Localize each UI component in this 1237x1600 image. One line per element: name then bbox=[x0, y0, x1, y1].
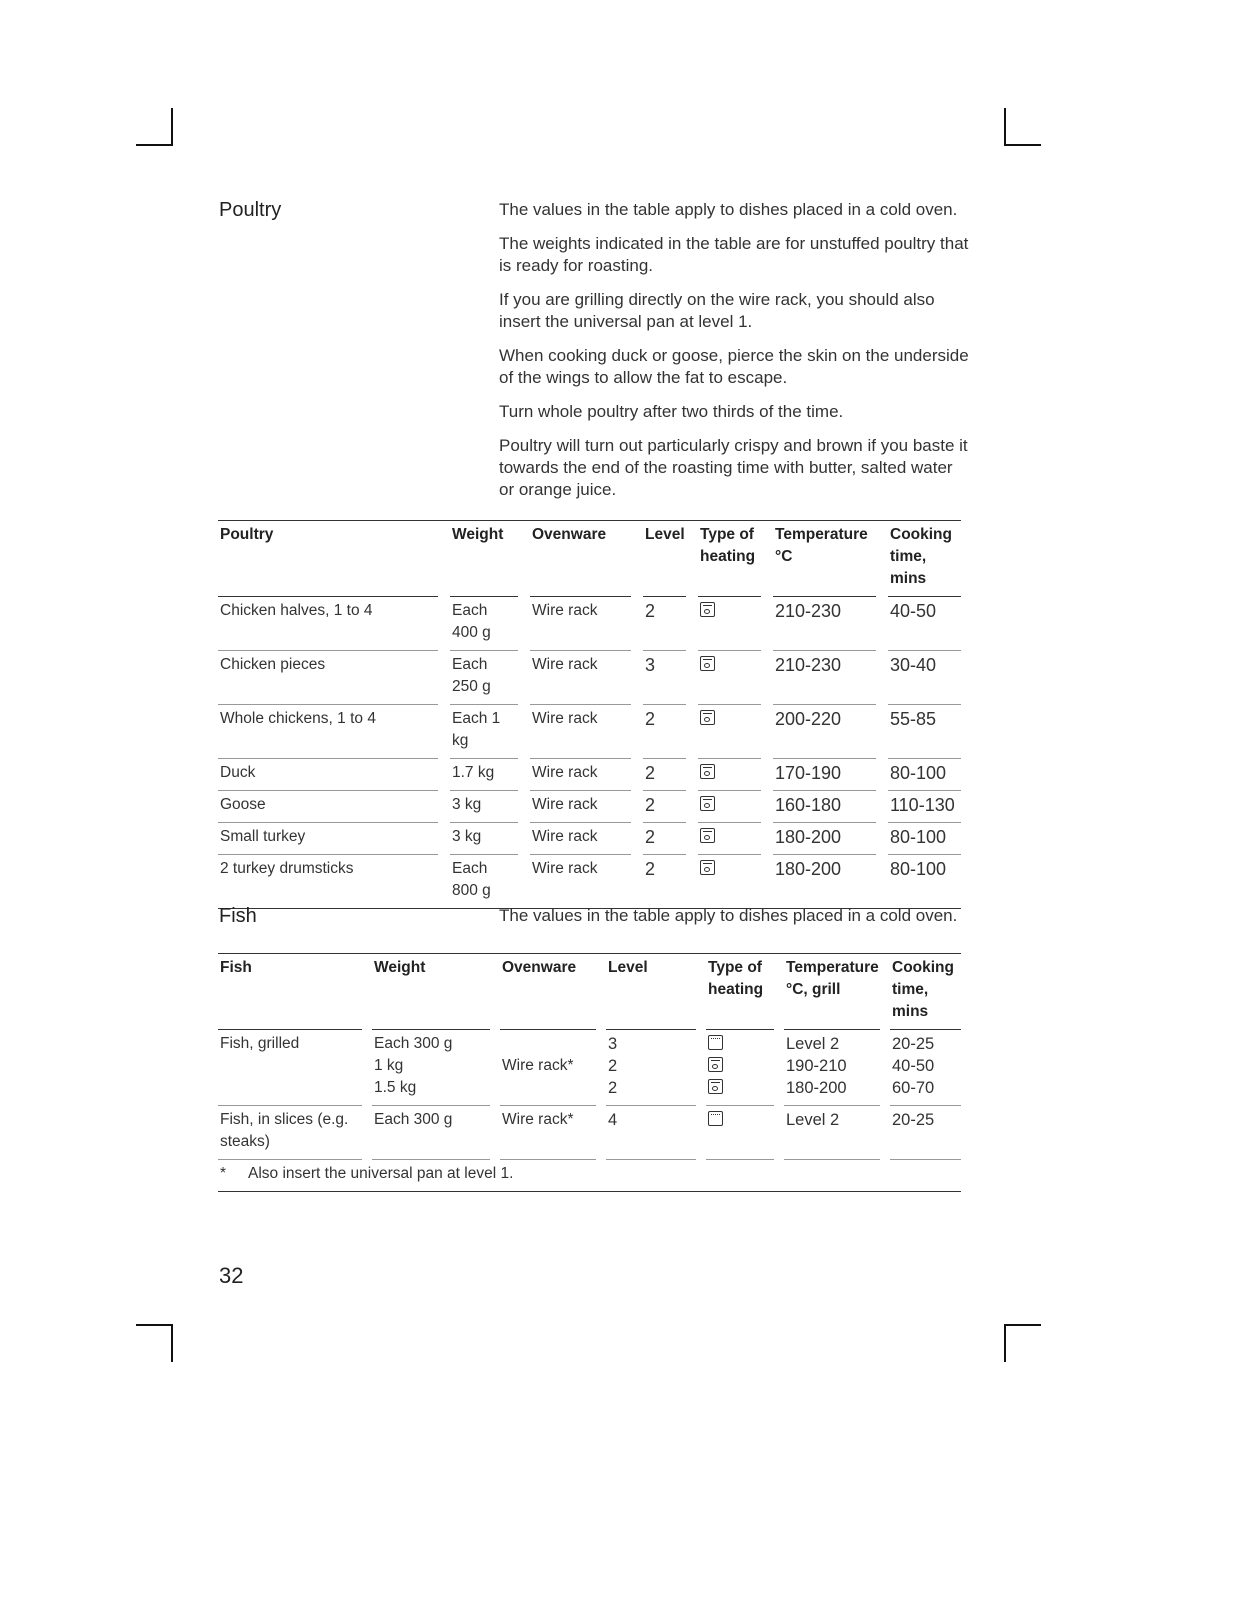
footnote bbox=[218, 1160, 961, 1192]
crop-mark-top-left-h bbox=[136, 144, 173, 146]
level: 2 bbox=[643, 597, 686, 651]
ovenware-line bbox=[502, 1077, 594, 1099]
poultry-section-title: Poultry bbox=[219, 199, 282, 221]
poultry-table bbox=[218, 520, 961, 909]
intro-paragraph: The values in the table apply to dishes placed in a cold oven. bbox=[499, 200, 958, 219]
grill-icon bbox=[708, 1111, 723, 1126]
heating-type bbox=[698, 855, 761, 909]
grill-icon bbox=[708, 1035, 723, 1050]
crop-mark-bottom-right-h bbox=[1004, 1324, 1041, 1326]
level: 2 bbox=[643, 791, 686, 823]
header-level: Level bbox=[606, 953, 696, 1030]
table-header-row bbox=[218, 953, 961, 1030]
temperature: 180-200 bbox=[773, 823, 876, 855]
weight: 1.7 kg bbox=[450, 759, 518, 791]
table-row bbox=[218, 705, 961, 759]
table-row bbox=[218, 855, 961, 909]
level-line: 2 bbox=[608, 1079, 618, 1097]
footnote-row bbox=[218, 1160, 961, 1192]
ovenware: Wire rack bbox=[530, 651, 631, 705]
temperature-line: 180-200 bbox=[786, 1079, 847, 1097]
grill-fan-icon bbox=[700, 764, 715, 779]
level-line: 2 bbox=[608, 1057, 618, 1075]
temperature: 210-230 bbox=[773, 651, 876, 705]
icon-line bbox=[708, 1077, 772, 1099]
header-type-of-heating: Type of heating bbox=[698, 520, 761, 597]
poultry-name: Chicken pieces bbox=[218, 651, 438, 705]
weight-line: 1.5 kg bbox=[374, 1079, 417, 1096]
table-row bbox=[218, 823, 961, 855]
header-poultry: Poultry bbox=[218, 520, 438, 597]
grill-fan-icon bbox=[700, 860, 715, 875]
ovenware: Wire rack bbox=[530, 823, 631, 855]
cooking-time: 80-100 bbox=[888, 759, 961, 791]
intro-paragraph: Turn whole poultry after two thirds of the time. bbox=[499, 402, 844, 421]
weight: 3 kg bbox=[450, 791, 518, 823]
header-cooking-time: Cooking time, mins bbox=[890, 953, 961, 1030]
heating-type bbox=[706, 1106, 774, 1160]
temperature: 210-230 bbox=[773, 597, 876, 651]
intro-paragraph: The values in the table apply to dishes placed in a cold oven. bbox=[499, 906, 958, 925]
crop-mark-bottom-right-v bbox=[1004, 1324, 1006, 1362]
header-ovenware: Ovenware bbox=[500, 953, 596, 1030]
grill-fan-icon bbox=[700, 828, 715, 843]
header-ovenware: Ovenware bbox=[530, 520, 631, 597]
ovenware bbox=[500, 1030, 596, 1106]
grill-fan-icon bbox=[708, 1079, 723, 1094]
ovenware: Wire rack bbox=[530, 791, 631, 823]
weight: Each 250 g bbox=[450, 651, 518, 705]
level bbox=[606, 1030, 696, 1106]
cooking-time: 55-85 bbox=[888, 705, 961, 759]
table-row bbox=[218, 791, 961, 823]
crop-mark-top-right-v bbox=[1004, 108, 1006, 146]
cooking-time: 110-130 bbox=[888, 791, 961, 823]
ovenware: Wire rack* bbox=[500, 1106, 596, 1160]
poultry-name: Small turkey bbox=[218, 823, 438, 855]
header-weight: Weight bbox=[450, 520, 518, 597]
crop-mark-top-right-h bbox=[1004, 144, 1041, 146]
crop-mark-bottom-left-h bbox=[136, 1324, 173, 1326]
temperature: 200-220 bbox=[773, 705, 876, 759]
poultry-name: Duck bbox=[218, 759, 438, 791]
weight bbox=[372, 1030, 490, 1106]
level: 2 bbox=[643, 705, 686, 759]
fish-table bbox=[218, 953, 961, 1192]
weight: Each 800 g bbox=[450, 855, 518, 909]
temperature bbox=[784, 1030, 880, 1106]
temperature-line: Level 2 bbox=[786, 1035, 840, 1053]
level: 2 bbox=[643, 855, 686, 909]
grill-fan-icon bbox=[700, 602, 715, 617]
crop-mark-top-left-v bbox=[171, 108, 173, 146]
temperature: 160-180 bbox=[773, 791, 876, 823]
header-level: Level bbox=[643, 520, 686, 597]
heating-type bbox=[698, 597, 761, 651]
time-line: 60-70 bbox=[892, 1079, 935, 1097]
header-cooking-time: Cooking time, mins bbox=[888, 520, 961, 597]
heating-type bbox=[698, 705, 761, 759]
heating-type bbox=[698, 823, 761, 855]
cooking-time: 80-100 bbox=[888, 823, 961, 855]
ovenware-line: Wire rack* bbox=[502, 1057, 574, 1074]
heating-type bbox=[698, 759, 761, 791]
poultry-intro bbox=[499, 199, 969, 513]
ovenware: Wire rack bbox=[530, 705, 631, 759]
heating-type bbox=[698, 651, 761, 705]
heating-type bbox=[698, 791, 761, 823]
cooking-time: 30-40 bbox=[888, 651, 961, 705]
level: 2 bbox=[643, 823, 686, 855]
level: 4 bbox=[606, 1106, 696, 1160]
weight: Each 400 g bbox=[450, 597, 518, 651]
fish-section-title: Fish bbox=[219, 905, 257, 927]
weight: Each 300 g bbox=[372, 1106, 490, 1160]
cooking-time: 20-25 bbox=[890, 1106, 961, 1160]
ovenware: Wire rack bbox=[530, 597, 631, 651]
intro-paragraph: Poultry will turn out particularly crispy and brown if you baste it towards the end of the roasting time with butter, salted water or orange juice. bbox=[499, 436, 968, 499]
page-number: 32 bbox=[219, 1263, 244, 1288]
temperature-line: 190-210 bbox=[786, 1057, 847, 1075]
level: 2 bbox=[643, 759, 686, 791]
poultry-name: Goose bbox=[218, 791, 438, 823]
ovenware-line bbox=[502, 1033, 594, 1055]
temperature: Level 2 bbox=[784, 1106, 880, 1160]
grill-fan-icon bbox=[700, 656, 715, 671]
cooking-time bbox=[890, 1030, 961, 1106]
poultry-name: Whole chickens, 1 to 4 bbox=[218, 705, 438, 759]
heating-type bbox=[706, 1030, 774, 1106]
header-temperature: Temperature °C bbox=[773, 520, 876, 597]
crop-mark-bottom-left-v bbox=[171, 1324, 173, 1362]
header-weight: Weight bbox=[372, 953, 490, 1030]
intro-paragraph: When cooking duck or goose, pierce the skin on the underside of the wings to allow the fat to escape. bbox=[499, 346, 969, 387]
weight-line: 1 kg bbox=[374, 1057, 404, 1074]
weight-line: Each 300 g bbox=[374, 1035, 453, 1052]
level: 3 bbox=[643, 651, 686, 705]
header-temperature: Temperature °C, grill bbox=[784, 953, 880, 1030]
table-row bbox=[218, 1106, 961, 1160]
fish-intro bbox=[499, 905, 969, 939]
weight: 3 kg bbox=[450, 823, 518, 855]
icon-line bbox=[708, 1055, 772, 1077]
table-header-row bbox=[218, 520, 961, 597]
weight: Each 1 kg bbox=[450, 705, 518, 759]
grill-fan-icon bbox=[700, 796, 715, 811]
footnote-text: Also insert the universal pan at level 1. bbox=[248, 1165, 514, 1182]
fish-name: Fish, in slices (e.g. steaks) bbox=[218, 1106, 362, 1160]
header-type-of-heating: Type of heating bbox=[706, 953, 774, 1030]
header-fish: Fish bbox=[218, 953, 362, 1030]
poultry-name: Chicken halves, 1 to 4 bbox=[218, 597, 438, 651]
time-line: 20-25 bbox=[892, 1035, 935, 1053]
intro-paragraph: If you are grilling directly on the wire rack, you should also insert the universal pan at level 1. bbox=[499, 290, 935, 331]
poultry-name: 2 turkey drumsticks bbox=[218, 855, 438, 909]
footnote-mark: * bbox=[220, 1165, 227, 1182]
table-row bbox=[218, 759, 961, 791]
cooking-time: 80-100 bbox=[888, 855, 961, 909]
temperature: 180-200 bbox=[773, 855, 876, 909]
grill-fan-icon bbox=[708, 1057, 723, 1072]
table-row bbox=[218, 597, 961, 651]
grill-fan-icon bbox=[700, 710, 715, 725]
time-line: 40-50 bbox=[892, 1057, 935, 1075]
cooking-time: 40-50 bbox=[888, 597, 961, 651]
temperature: 170-190 bbox=[773, 759, 876, 791]
icon-line bbox=[708, 1033, 772, 1055]
level-line: 3 bbox=[608, 1035, 618, 1053]
fish-name: Fish, grilled bbox=[218, 1030, 362, 1106]
ovenware: Wire rack bbox=[530, 759, 631, 791]
table-row bbox=[218, 1030, 961, 1106]
table-row bbox=[218, 651, 961, 705]
ovenware: Wire rack bbox=[530, 855, 631, 909]
intro-paragraph: The weights indicated in the table are for unstuffed poultry that is ready for roasting. bbox=[499, 234, 969, 275]
